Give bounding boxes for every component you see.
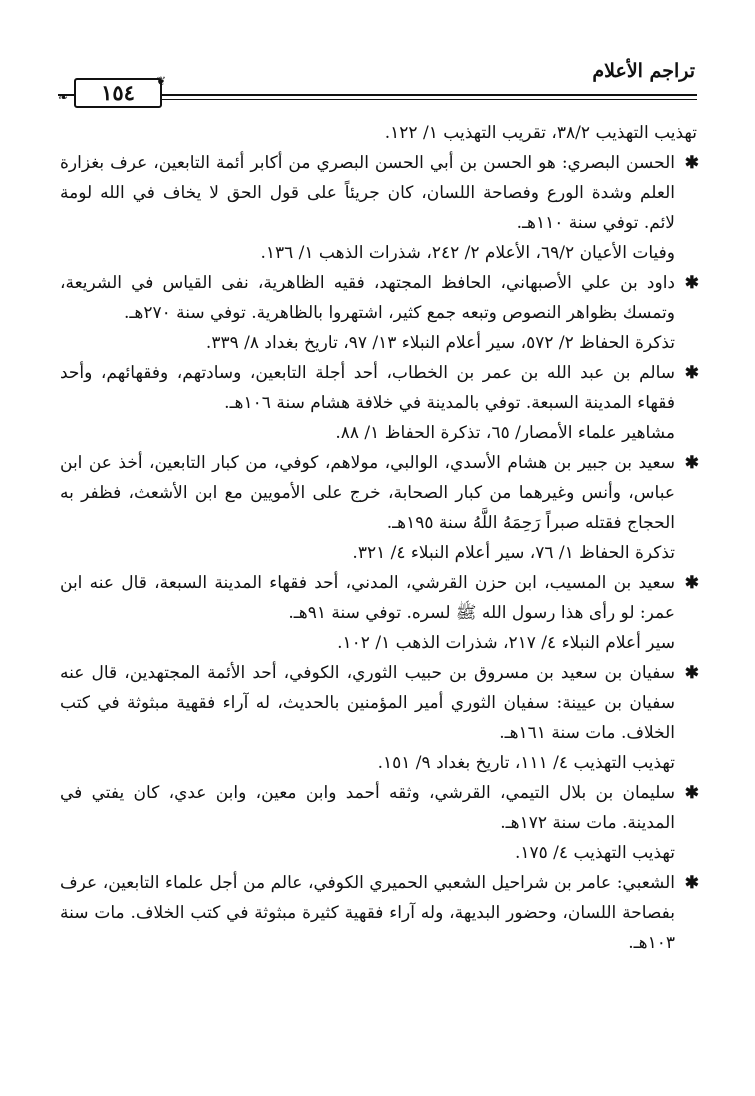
continued-reference: تهذيب التهذيب ٣٨/٢، تقريب التهذيب ١/ ١٢٢. bbox=[384, 123, 697, 143]
biographies-content bbox=[60, 118, 697, 1056]
biography-reference: تذكرة الحفاظ ١/ ٧٦، سير أعلام النبلاء ٤/ ٣٢١. bbox=[352, 543, 675, 563]
biography-entry bbox=[60, 868, 697, 958]
biography-text: سليمان بن بلال التيمي، القرشي، وثقه أحمد وابن معين، وابن عدي، كان يفتي في المدينة. مات سنة ١٧٢هـ. bbox=[60, 783, 675, 833]
asterisk-icon: ✱ bbox=[684, 453, 699, 473]
biography-reference: تذكرة الحفاظ ٢/ ٥٧٢، سير أعلام النبلاء ١٣/ ٩٧، تاريخ بغداد ٨/ ٣٣٩. bbox=[205, 333, 675, 353]
biography-text: سفيان بن سعيد بن مسروق بن حبيب الثوري، الكوفي، أحد الأئمة المجتهدين، قال عنه سفيان بن عيينة: سفيان الثوري أمير المؤمنين بالحديث، له آراء فقهية مبثوثة في كتب الخلاف. مات سنة ١٦١هـ. bbox=[60, 663, 675, 743]
biography-entry bbox=[60, 568, 697, 628]
biography-entry bbox=[60, 448, 697, 538]
asterisk-icon: ✱ bbox=[684, 153, 699, 173]
ornament-icon: ❦ bbox=[156, 74, 167, 88]
biography-text: سعيد بن المسيب، ابن حزن القرشي، المدني، أحد فقهاء المدينة السبعة، قال عنه ابن عمر: لو رأى هذا رسول الله ﷺ لسره. توفي سنة ٩١هـ. bbox=[60, 573, 675, 623]
page-header bbox=[58, 60, 697, 110]
page-number: ١٥٤ bbox=[74, 78, 162, 108]
biography-reference: تهذيب التهذيب ٤/ ١١١، تاريخ بغداد ٩/ ١٥١. bbox=[377, 753, 675, 773]
biography-entry bbox=[60, 658, 697, 748]
running-title: تراجم الأعلام bbox=[592, 60, 695, 82]
biography-reference: وفيات الأعيان ٦٩/٢، الأعلام ٢/ ٢٤٢، شذرات الذهب ١/ ١٣٦. bbox=[260, 243, 675, 263]
biography-text: سعيد بن جبير بن هشام الأسدي، الوالبي، مولاهم، كوفي، من كبار التابعين، أخذ عن ابن عباس، وأنس وغيرهما من كبار الصحابة، خرج على الأمويين مع ابن الأشعث، فظفر به الحجاج فقتله صبراً رَحِمَهُ اللَّهُ سنة ١٩٥هـ. bbox=[60, 453, 675, 533]
biography-text: داود بن علي الأصبهاني، الحافظ المجتهد، فقيه الظاهرية، نفى القياس في الشريعة، وتمسك بظواهر النصوص وتبعه جمع كثير، اشتهروا بالظاهرية. توفي سنة ٢٧٠هـ. bbox=[60, 273, 675, 323]
biography-reference: تهذيب التهذيب ٤/ ١٧٥. bbox=[514, 843, 675, 863]
biography-text: سالم بن عبد الله بن عمر بن الخطاب، أحد أجلة التابعين، وسادتهم، وفقهائهم، وأحد فقهاء المدينة السبعة. توفي بالمدينة في خلافة هشام سنة ١٠٦هـ. bbox=[60, 363, 675, 413]
asterisk-icon: ✱ bbox=[684, 573, 699, 593]
biography-entry bbox=[60, 358, 697, 418]
asterisk-icon: ✱ bbox=[684, 363, 699, 383]
asterisk-icon: ✱ bbox=[684, 783, 699, 803]
header-rule-secondary bbox=[158, 99, 697, 100]
biography-entry bbox=[60, 778, 697, 838]
biography-text: الحسن البصري: هو الحسن بن أبي الحسن البصري من أكابر أئمة التابعين، عرف بغزارة العلم وشدة الورع وفصاحة اللسان، كان جريئاً على قول الحق لا يخاف في الله لومة لائم. توفي سنة ١١٠هـ. bbox=[60, 153, 675, 233]
biography-reference: سير أعلام النبلاء ٤/ ٢١٧، شذرات الذهب ١/ ١٠٢. bbox=[337, 633, 675, 653]
asterisk-icon: ✱ bbox=[684, 273, 699, 293]
asterisk-icon: ✱ bbox=[684, 663, 699, 683]
ornament-icon: ❧ bbox=[58, 90, 69, 104]
asterisk-icon: ✱ bbox=[684, 873, 699, 893]
biography-entry bbox=[60, 268, 697, 328]
biography-entry bbox=[60, 148, 697, 238]
biography-reference: مشاهير علماء الأمصار/ ٦٥، تذكرة الحفاظ ١/ ٨٨. bbox=[335, 423, 675, 443]
biography-text: الشعبي: عامر بن شراحيل الشعبي الحميري الكوفي، عالم من أجل علماء التابعين، عرف بفصاحة اللسان، وحضور البديهة، وله آراء فقهية كثيرة مبثوثة في كتب الخلاف. مات سنة ١٠٣هـ. bbox=[60, 873, 675, 953]
